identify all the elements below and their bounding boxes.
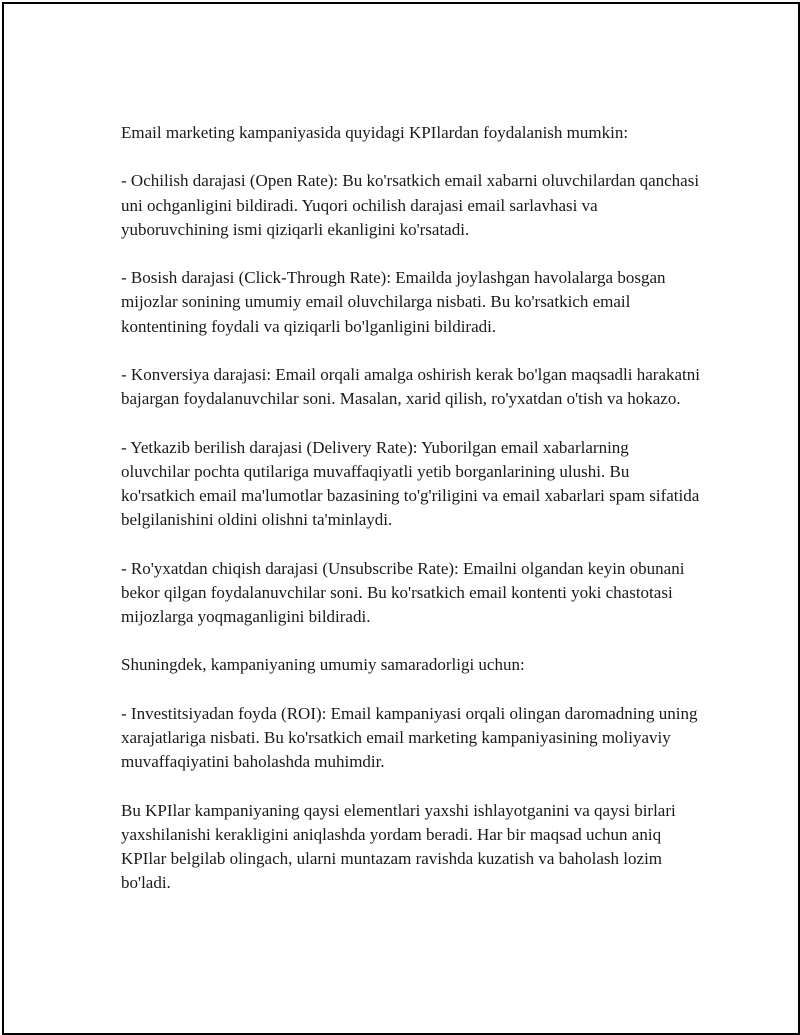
kpi-roi: - Investitsiyadan foyda (ROI): Email kampaniyasi orqali olingan daromadning uning xarajatlariga nisbati. Bu ko'rsatkich email marketing kampaniyasining moliyaviy muvaffaqiyatini baholashda muhimdir. xyxy=(121,703,698,772)
document-body xyxy=(121,121,701,895)
kpi-click-through-rate: - Bosish darajasi (Click-Through Rate): Emailda joylashgan havolalarga bosgan mijozlar sonining umumiy email oluvchilarga nisbati. Bu ko'rsatkich email kontentining foydali va qiziqarli bo'lganligini bildiradi. xyxy=(121,268,666,336)
conclusion-paragraph: Bu KPIlar kampaniyaning qaysi elementlari yaxshi ishlayotganini va qaysi birlari yaxshilanishi kerakligini aniqlashda yordam beradi. Har bir maqsad uchun aniq KPIlar belgilab olingach, ularni muntazam ravishda kuzatish va baholash lozim bo'ladi. xyxy=(121,800,676,893)
intro-paragraph: Email marketing kampaniyasida quyidagi KPIlardan foydalanish mumkin: xyxy=(121,123,629,142)
kpi-delivery-rate: - Yetkazib berilish darajasi (Delivery Rate): Yuborilgan email xabarlarning oluvchilar pochta qutilariga muvaffaqiyatli yetib borganlarining ulushi. Bu ko'rsatkich email ma'lumotlar bazasining to'g'riligini va email xabarlari spam sifatida belgilanishini oldini olishni ta'minlaydi. xyxy=(121,437,700,530)
kpi-conversion-rate: - Konversiya darajasi: Email orqali amalga oshirish kerak bo'lgan maqsadli harakatni bajargan foydalanuvchilar soni. Masalan, xarid qilish, ro'yxatdan o'tish va hokazo. xyxy=(121,364,700,409)
kpi-open-rate: - Ochilish darajasi (Open Rate): Bu ko'rsatkich email xabarni oluvchilardan qanchasi uni ochganligini bildiradi. Yuqori ochilish darajasi email sarlavhasi va yuboruvchining ismi qiziqarli ekanligini ko'rsatadi. xyxy=(121,171,700,239)
page-frame xyxy=(2,2,800,1035)
kpi-unsubscribe-rate: - Ro'yxatdan chiqish darajasi (Unsubscribe Rate): Emailni olgandan keyin obunani bekor qilgan foydalanuvchilar soni. Bu ko'rsatkich email kontenti yoki chastotasi mijozlarga yoqmaganligini bildiradi. xyxy=(121,558,685,626)
transition-paragraph: Shuningdek, kampaniyaning umumiy samaradorligi uchun: xyxy=(121,655,525,675)
